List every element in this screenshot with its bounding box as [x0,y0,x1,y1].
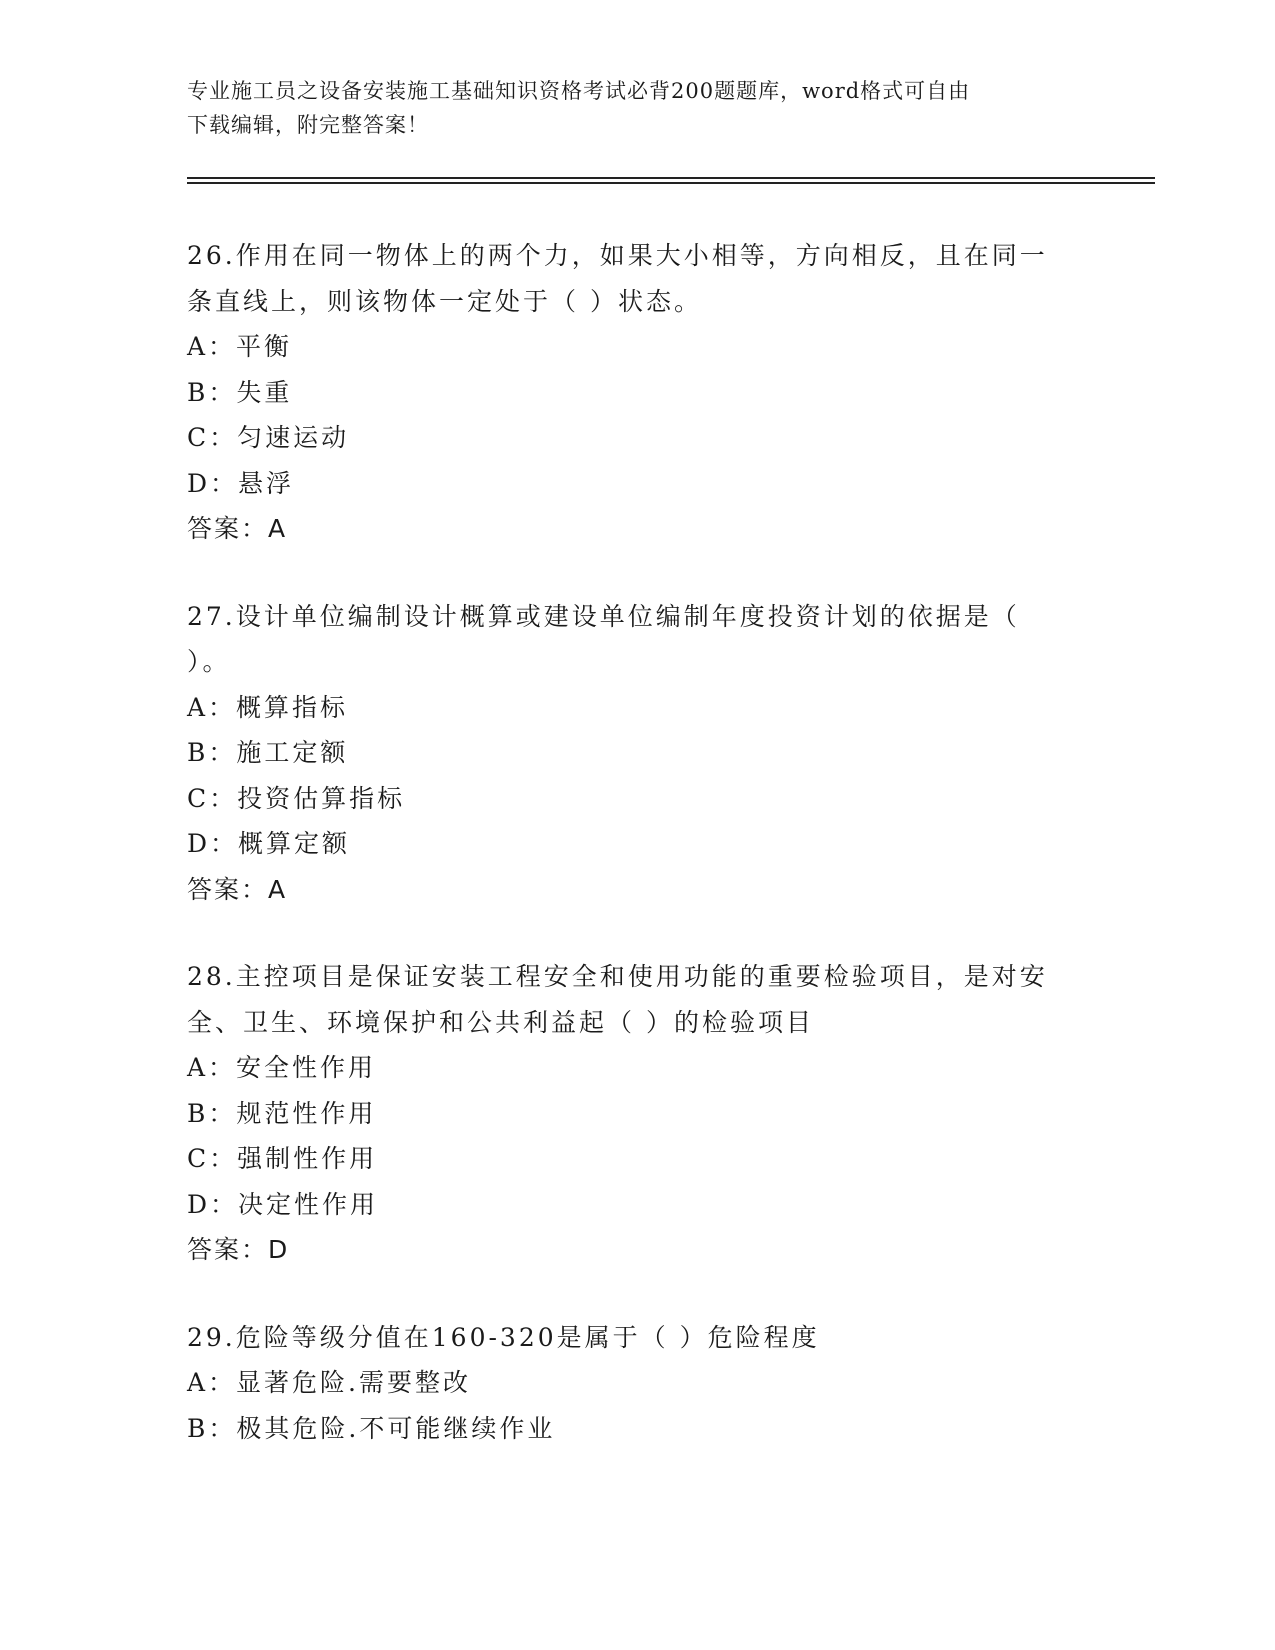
question-stem-line: 全、卫生、环境保护和公共利益起（ ）的检验项目 [187,1007,814,1037]
question-29 [187,1315,1087,1452]
question-stem-line: ）。 [187,647,231,676]
question-stem-line: 26.作用在同一物体上的两个力，如果大小相等，方向相反，且在同一 [187,241,1048,270]
option-c: C：匀速运动 [187,423,350,452]
option-c: C：强制性作用 [187,1144,378,1173]
option-b: B：施工定额 [187,738,349,767]
question-stem-line: 28.主控项目是保证安装工程安全和使用功能的重要检验项目，是对安 [187,962,1048,991]
option-d: D：决定性作用 [187,1189,379,1219]
question-list [187,233,1087,1493]
question-stem-line: 29.危险等级分值在160-320是属于（ ）危险程度 [187,1322,820,1352]
option-a: A：平衡 [187,332,293,361]
option-d: D：悬浮 [187,468,295,498]
question-28 [187,954,1087,1273]
header-line-2: 下载编辑，附完整答案！ [187,113,429,137]
document-header [187,74,1067,142]
question-26 [187,233,1087,552]
option-b: B：极其危险.不可能继续作业 [187,1413,556,1443]
option-b: B：规范性作用 [187,1098,377,1128]
option-a: A：安全性作用 [187,1053,377,1082]
answer-label: 答案：A [187,874,288,904]
answer-label: 答案：A [187,514,288,543]
option-a: A：显著危险.需要整改 [187,1368,472,1397]
question-stem-line: 条直线上，则该物体一定处于（ ）状态。 [187,286,702,316]
option-a: A：概算指标 [187,692,349,722]
option-c: C：投资估算指标 [187,783,406,813]
header-rule-top [187,177,1155,179]
question-stem-line: 27.设计单位编制设计概算或建设单位编制年度投资计划的依据是（ [187,601,1020,631]
option-b: B：失重 [187,377,293,407]
question-27 [187,594,1087,913]
header-line-1: 专业施工员之设备安装施工基础知识资格考试必背200题题库，word格式可自由 [187,79,971,103]
header-rule-bottom [187,182,1155,184]
answer-label: 答案：D [187,1235,290,1264]
option-d: D：概算定额 [187,829,351,858]
